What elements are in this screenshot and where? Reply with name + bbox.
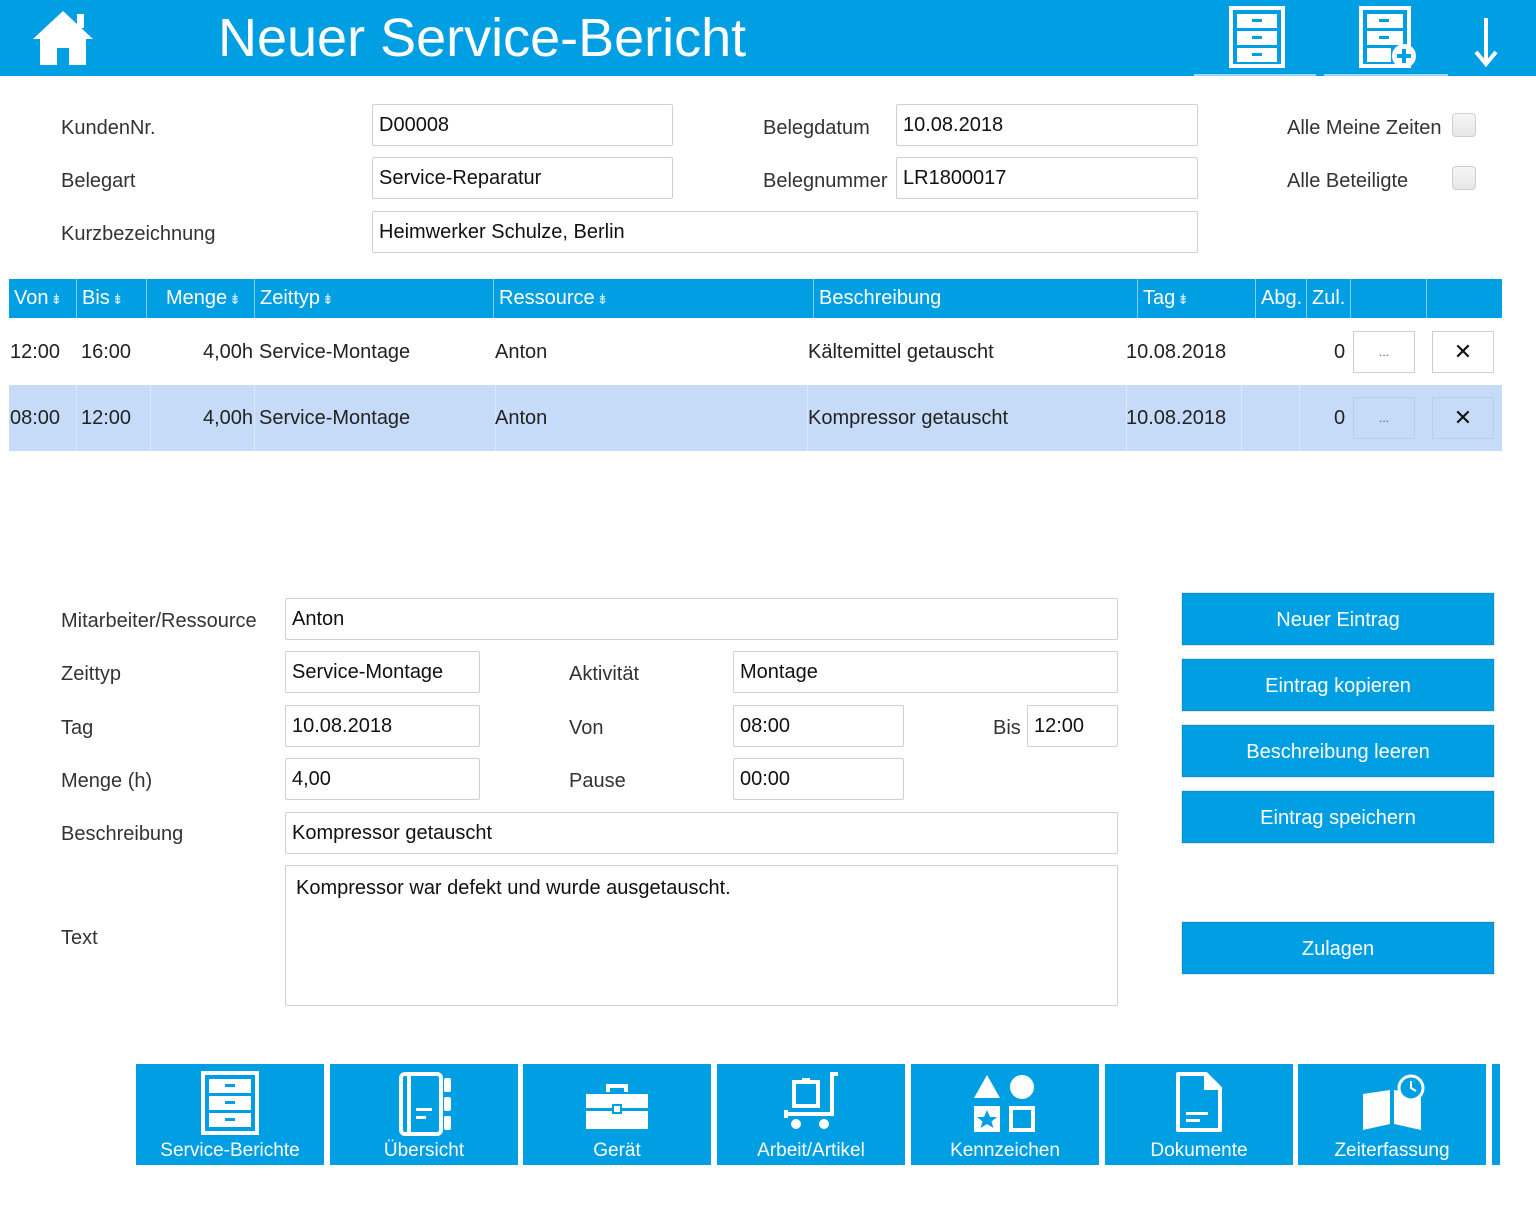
tab-label: Arbeit/Artikel [757,1140,865,1161]
beschreibung-input[interactable]: Kompressor getauscht [285,812,1118,854]
notebook-icon [389,1070,459,1136]
alle-beteiligte-checkbox[interactable] [1452,166,1476,190]
table-header [9,279,1502,318]
alle-meine-zeiten-checkbox[interactable] [1452,113,1476,137]
von-label: Von [569,717,604,739]
row-more-button[interactable]: ... [1353,331,1415,373]
tab-uebersicht[interactable] [330,1064,518,1165]
column-header-abg[interactable]: Abg. [1255,279,1306,318]
cell-beschreibung: Kompressor getauscht [808,407,1009,429]
column-header-von[interactable]: Von ⇟ [14,287,63,309]
von-input[interactable]: 08:00 [733,705,904,747]
eintrag-speichern-button[interactable]: Eintrag speichern [1182,791,1494,843]
tab-arbeit-artikel[interactable] [717,1064,905,1165]
tab-label: Kennzeichen [950,1140,1060,1161]
file-cabinet-add-icon[interactable] [1356,4,1418,70]
belegnummer-input[interactable]: LR1800017 [896,157,1198,199]
bottom-tab-bar [136,1064,1500,1165]
bis-label: Bis [993,717,1021,739]
beschreibung-leeren-button[interactable]: Beschreibung leeren [1182,725,1494,777]
sort-icon: ⇟ [50,291,63,307]
zeittyp-label: Zeittyp [61,663,122,685]
belegnummer-label: Belegnummer [763,170,888,192]
sort-icon: ⇟ [111,291,124,307]
header-divider [1194,74,1316,77]
column-header-beschreibung[interactable]: Beschreibung [813,279,1137,318]
mitarbeiter-label: Mitarbeiter/Ressource [61,610,257,632]
row-delete-button[interactable]: ✕ [1432,397,1494,439]
alle-meine-zeiten-label: Alle Meine Zeiten [1287,117,1442,139]
tab-label: Gerät [593,1140,641,1161]
file-cabinet-icon[interactable] [1226,4,1288,70]
column-header-delete [1426,279,1502,318]
zeittyp-input[interactable]: Service-Montage [285,651,480,693]
tab-service-berichte[interactable] [136,1064,324,1165]
kurzbezeichnung-label: Kurzbezeichnung [61,223,216,245]
column-header-more [1350,279,1426,318]
eintrag-kopieren-button[interactable]: Eintrag kopieren [1182,659,1494,711]
tab-label: Zeiterfassung [1334,1140,1450,1161]
kunden-label: KundenNr. [61,117,156,139]
text-textarea[interactable]: Kompressor war defekt und wurde ausgetauscht. [285,865,1118,1006]
tab-geraet[interactable] [523,1064,711,1165]
cell-ressource: Anton [495,341,548,363]
kurzbezeichnung-input[interactable]: Heimwerker Schulze, Berlin [372,211,1198,253]
cell-tag: 10.08.2018 [1126,341,1227,363]
belegart-label: Belegart [61,170,136,192]
cell-tag: 10.08.2018 [1126,407,1227,429]
alle-beteiligte-label: Alle Beteiligte [1287,170,1409,192]
cell-zeittyp: Service-Montage [259,407,411,429]
tab-label: Dokumente [1150,1140,1248,1161]
sort-icon: ⇟ [229,291,241,307]
belegdatum-input[interactable]: 10.08.2018 [896,104,1198,146]
pause-input[interactable]: 00:00 [733,758,904,800]
column-header-ressource[interactable]: Ressource ⇟ [493,279,813,318]
pause-label: Pause [569,770,626,792]
menge-label: Menge (h) [61,770,153,792]
page-title: Neuer Service-Bericht [218,8,747,68]
cell-von: 12:00 [10,341,61,363]
column-header-bis[interactable]: Bis ⇟ [76,279,146,318]
tag-input[interactable]: 10.08.2018 [285,705,480,747]
column-header-menge[interactable]: Menge ⇟ [146,279,254,318]
document-icon [1164,1070,1234,1136]
beschreibung-label: Beschreibung [61,823,184,845]
row-more-button[interactable]: ... [1353,397,1415,439]
tab-label: Übersicht [383,1140,465,1161]
sort-icon: ⇟ [596,291,609,307]
book-clock-icon [1357,1070,1427,1136]
header-bar [0,0,1536,76]
belegart-input[interactable]: Service-Reparatur [372,157,673,199]
sort-icon: ⇟ [322,291,334,307]
tab-overflow[interactable] [1492,1064,1500,1165]
arrow-down-icon[interactable] [1456,4,1516,70]
text-label: Text [61,927,98,949]
cell-menge: 4,00h [203,341,254,363]
table-row-selected[interactable] [9,385,1502,451]
kunden-input[interactable]: D00008 [372,104,673,146]
table-row[interactable] [9,319,1502,385]
shapes-icon [970,1070,1040,1136]
column-header-zeittyp[interactable]: Zeittyp ⇟ [254,279,493,318]
cell-beschreibung: Kältemittel getauscht [808,341,994,363]
cell-bis: 12:00 [81,407,132,429]
row-delete-button[interactable]: ✕ [1432,331,1494,373]
column-header-zul[interactable]: Zul. [1306,279,1350,318]
home-icon[interactable] [30,8,96,68]
header-divider [1324,74,1448,77]
neuer-eintrag-button[interactable]: Neuer Eintrag [1182,593,1494,645]
cell-zul: 0 [1334,407,1346,429]
cell-zeittyp: Service-Montage [259,341,411,363]
aktivitaet-input[interactable]: Montage [733,651,1118,693]
tag-label: Tag [61,717,94,739]
cell-von: 08:00 [10,407,61,429]
tab-label: Service-Berichte [160,1140,300,1161]
tab-zeiterfassung[interactable] [1298,1064,1486,1165]
mitarbeiter-input[interactable]: Anton [285,598,1118,640]
tab-dokumente[interactable] [1105,1064,1293,1165]
zulagen-button[interactable]: Zulagen [1182,922,1494,974]
cell-ressource: Anton [495,407,548,429]
sort-icon: ⇟ [1177,291,1189,307]
aktivitaet-label: Aktivität [569,663,640,685]
belegdatum-label: Belegdatum [763,117,870,139]
tab-kennzeichen[interactable] [911,1064,1099,1165]
cell-zul: 0 [1334,341,1346,363]
cart-icon [776,1070,846,1136]
cell-menge: 4,00h [203,407,254,429]
file-cabinet-icon [195,1070,265,1136]
column-header-tag[interactable]: Tag ⇟ [1137,279,1255,318]
bis-input[interactable]: 12:00 [1027,705,1118,747]
toolbox-icon [582,1070,652,1136]
cell-bis: 16:00 [81,341,132,363]
menge-input[interactable]: 4,00 [285,758,480,800]
